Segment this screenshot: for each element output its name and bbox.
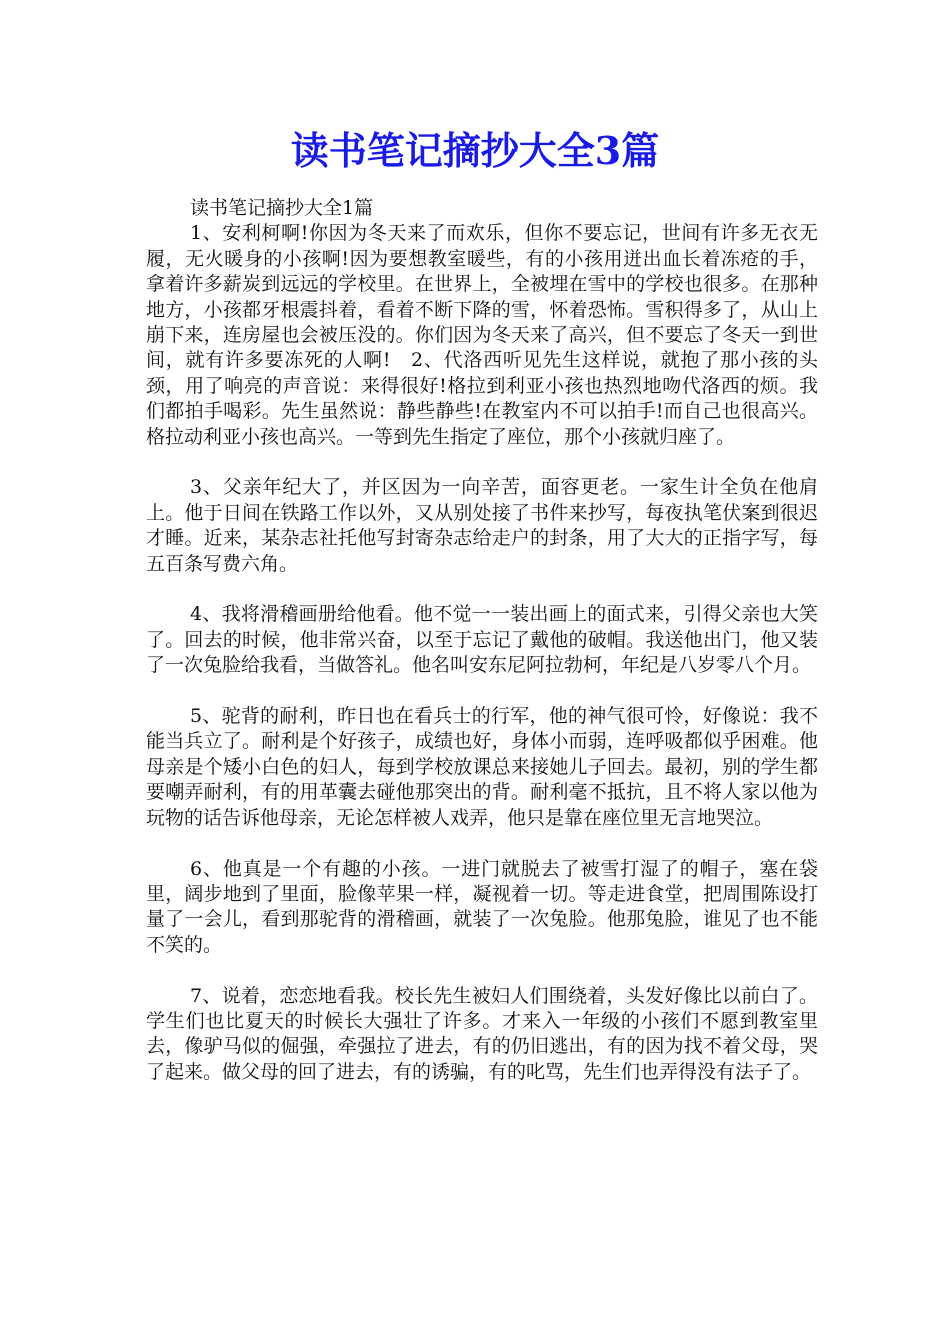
paragraph-4: 5、驼背的耐利，昨日也在看兵士的行军，他的神气很可怜，好像说：我不能当兵立了。耐利是个好孩子，成绩也好，身体小而弱，连呼吸都似乎困难。他母亲是个矮小白色的妇人，每到学校放课总来接她儿子回去。最初，别的学生都要嘲弄耐利，有的用革囊去碰他那突出的背。耐利毫不抵抗，且不将人家以他为玩物的话告诉他母亲，无论怎样被人戏弄，他只是靠在座位里无言地哭泣。 xyxy=(146,705,818,829)
page-title: 读书笔记摘抄大全3篇 xyxy=(290,128,660,173)
paragraph-3: 4、我将滑稽画册给他看。他不觉一一装出画上的面式来，引得父亲也大笑了。回去的时候，他非常兴奋，以至于忘记了戴他的破帽。我送他出门，他又装了一次兔脸给我看，当做答礼。他名叫安东尼阿拉勃柯，年纪是八岁零八个月。 xyxy=(146,603,818,677)
paragraph-spacer xyxy=(146,450,818,475)
paragraph-5: 6、他真是一个有趣的小孩。一进门就脱去了被雪打湿了的帽子，塞在袋里，阔步地到了里面，脸像苹果一样，凝视着一切。等走进食堂，把周围陈设打量了一会儿，看到那驼背的滑稽画，就装了一次兔脸。他那兔脸，谁见了也不能不笑的。 xyxy=(146,857,818,956)
paragraph-2: 3、父亲年纪大了，并区因为一向辛苦，面容更老。一家生计全负在他肩上。他于日间在铁路工作以外，又从别处接了书件来抄写，每夜执笔伏案到很迟才睡。近来，某杂志社托他写封寄杂志给走户的封条，用了大大的正指字写，每五百条写费六角。 xyxy=(146,476,818,575)
document-body xyxy=(146,196,818,1085)
section-heading: 读书笔记摘抄大全1篇 xyxy=(190,197,374,219)
paragraph-6: 7、说着，恋恋地看我。校长先生被妇人们围绕着，头发好像比以前白了。学生们也比夏天的时候长大强壮了许多。才来入一年级的小孩们不愿到教室里去，像驴马似的倔强，牵强拉了进去，有的仍旧逃出，有的因为找不着父母，哭了起来。做父母的回了进去，有的诱骗，有的叱骂，先生们也弄得没有法子了。 xyxy=(146,984,818,1083)
paragraph-spacer xyxy=(146,958,818,983)
paragraph-spacer xyxy=(146,679,818,704)
paragraph-spacer xyxy=(146,831,818,856)
paragraph-1: 1、安利柯啊!你因为冬天来了而欢乐，但你不要忘记，世间有许多无衣无履，无火暖身的小孩啊!因为要想教室暖些，有的小孩用迸出血长着冻疮的手，拿着许多薪炭到远远的学校里。在世界上，全被埋在雪中的学校也很多。在那种地方，小孩都牙根震抖着，看着不断下降的雪，怀着恐怖。雪积得多了，从山上崩下来，连房屋也会被压没的。你们因为冬天来了高兴，但不要忘了冬天一到世间，就有许多要冻死的人啊! 2、代洛西听见先生这样说，就抱了那小孩的头颈，用了响亮的声音说：来得很好!格拉到利亚小孩也热烈地吻代洛西的烦。我们都拍手喝彩。先生虽然说：静些静些!在教室内不可以拍手!而自己也很高兴。格拉动利亚小孩也高兴。一等到先生指定了座位，那个小孩就归座了。 xyxy=(146,222,818,448)
paragraph-spacer xyxy=(146,577,818,602)
